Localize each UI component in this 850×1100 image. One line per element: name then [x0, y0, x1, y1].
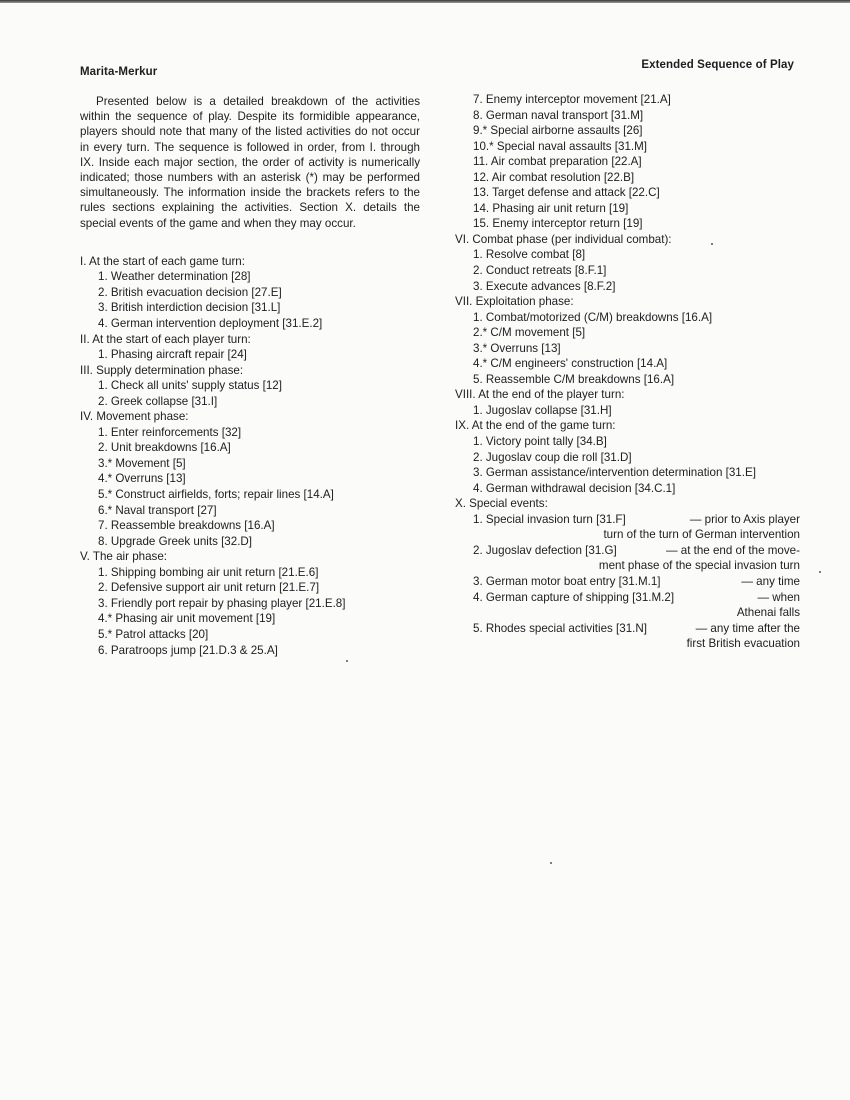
section-title: VI. Combat phase (per individual combat): [455, 232, 672, 246]
section-title: VII. Exploitation phase: [455, 295, 574, 309]
section-v [80, 549, 420, 658]
spacer [80, 231, 420, 254]
section-ii [80, 332, 420, 363]
special-event-label: 3. German motor boat entry [31.M.1] [473, 574, 661, 588]
list-item: 7. Enemy interceptor movement [21.A] [473, 93, 671, 106]
scan-speck [346, 660, 348, 662]
list-item: 1. Enter reinforcements [32] [98, 425, 242, 439]
special-event-item [455, 590, 800, 621]
special-event-timing: — any time after the [695, 621, 800, 635]
section-iv [80, 409, 420, 549]
list-item: 3. Execute advances [8.F.2] [473, 279, 616, 293]
scan-speck [819, 571, 821, 573]
section-ix [455, 418, 800, 496]
special-event-continuation: Athenai falls [736, 606, 800, 620]
section-title: VIII. At the end of the player turn: [455, 388, 625, 402]
header-game-title: Marita-Merkur [80, 66, 158, 78]
list-item: 8. German naval transport [31.M] [473, 108, 644, 122]
list-item: 4.* Phasing air unit movement [19] [98, 612, 276, 626]
special-event-continuation: ment phase of the special invasion turn [598, 559, 800, 573]
list-item: 11. Air combat preparation [22.A] [473, 155, 642, 169]
list-item: 13. Target defense and attack [22.C] [473, 186, 660, 200]
list-item: 4. German intervention deployment [31.E.2] [98, 317, 323, 331]
special-event-item [455, 512, 800, 543]
list-item: 3. Friendly port repair by phasing player [21.E.8] [98, 596, 346, 610]
list-item: 10.* Special naval assaults [31.M] [473, 139, 648, 153]
special-event-item [455, 621, 800, 652]
list-item: 5.* Patrol attacks [20] [98, 627, 209, 641]
page-top-edge [0, 0, 850, 3]
list-item: 14. Phasing air unit return [19] [473, 201, 629, 215]
special-event-timing: — at the end of the move- [665, 543, 800, 557]
list-item: 2. Greek collapse [31.I] [98, 394, 218, 408]
special-event-continuation: first British evacuation [686, 637, 800, 651]
list-item: 1. Check all units' supply status [12] [98, 379, 282, 393]
special-event-label: 4. German capture of shipping [31.M.2] [473, 590, 675, 604]
section-v-continued [455, 92, 800, 232]
list-item: 2. Conduct retreats [8.F.1] [473, 264, 607, 278]
section-title: II. At the start of each player turn: [80, 332, 251, 346]
list-item: 1. Weather determination [28] [98, 270, 251, 284]
list-item: 1. Resolve combat [8] [473, 248, 586, 262]
special-event-label: 1. Special invasion turn [31.F] [473, 512, 626, 526]
section-title: X. Special events: [455, 497, 548, 511]
special-event-timing: — prior to Axis player [689, 512, 800, 526]
section-title: V. The air phase: [80, 550, 168, 564]
special-event-timing: — when [757, 590, 800, 604]
list-item: 1. Combat/motorized (C/M) breakdowns [16.A] [473, 310, 713, 324]
list-item: 4. German withdrawal decision [34.C.1] [473, 481, 676, 495]
list-item: 2. British evacuation decision [27.E] [98, 285, 282, 299]
special-event-item [455, 543, 800, 574]
list-item: 2.* C/M movement [5] [473, 326, 586, 340]
special-event-item [455, 574, 800, 590]
scan-speck [550, 862, 552, 864]
list-item: 3.* Movement [5] [98, 456, 186, 470]
list-item: 3. German assistance/intervention determination [31.E] [473, 466, 756, 480]
special-event-continuation: turn of the turn of German intervention [603, 528, 800, 542]
list-item: 12. Air combat resolution [22.B] [473, 170, 635, 184]
list-item: 7. Reassemble breakdowns [16.A] [98, 519, 275, 533]
list-item: 3. British interdiction decision [31.L] [98, 301, 281, 315]
list-item: 6. Paratroops jump [21.D.3 & 25.A] [98, 643, 278, 657]
section-vii [455, 294, 800, 387]
intro-text: Presented below is a detailed breakdown of the activities within the sequence of play. Despite its formidible appearance, players should note that many of the listed activities do not occur in every turn. The sequence is followed in order, from I. through IX. Inside each major section, the order of activity is numerically indicated; those numbers with an asterisk (*) may be performed simultaneously. The information inside the brackets refers to the rules sections explaining the activities. Section X. details the special events of the game and when they may occur. [80, 95, 420, 230]
list-item: 5.* Construct airfields, forts; repair lines [14.A] [98, 488, 334, 502]
list-item: 3.* Overruns [13] [473, 341, 561, 355]
list-item: 1. Shipping bombing air unit return [21.E.6] [98, 565, 319, 579]
list-item: 6.* Naval transport [27] [98, 503, 217, 517]
section-vi [455, 232, 800, 294]
section-title: I. At the start of each game turn: [80, 254, 245, 268]
list-item: 5. Reassemble C/M breakdowns [16.A] [473, 372, 675, 386]
section-title: III. Supply determination phase: [80, 363, 244, 377]
section-iii [80, 363, 420, 410]
section-viii [455, 387, 800, 418]
special-event-label: 2. Jugoslav defection [31.G] [473, 543, 617, 557]
header-page-title: Extended Sequence of Play [641, 59, 794, 71]
list-item: 1. Phasing aircraft repair [24] [98, 348, 247, 362]
list-item: 8. Upgrade Greek units [32.D] [98, 534, 253, 548]
left-column [80, 94, 420, 658]
list-item: 15. Enemy interceptor return [19] [473, 217, 643, 231]
list-item: 1. Jugoslav collapse [31.H] [473, 403, 612, 417]
intro-paragraph [80, 94, 420, 231]
list-item: 9.* Special airborne assaults [26] [473, 124, 643, 138]
list-item: 4.* C/M engineers' construction [14.A] [473, 357, 668, 371]
right-column [455, 92, 800, 652]
list-item: 2. Jugoslav coup die roll [31.D] [473, 450, 632, 464]
list-item: 2. Defensive support air unit return [21.E.7] [98, 581, 320, 595]
list-item: 4.* Overruns [13] [98, 472, 186, 486]
section-x [455, 496, 800, 651]
list-item: 1. Victory point tally [34.B] [473, 435, 607, 449]
list-item: 2. Unit breakdowns [16.A] [98, 441, 231, 455]
scan-speck [711, 243, 713, 245]
special-event-label: 5. Rhodes special activities [31.N] [473, 621, 647, 635]
section-i [80, 254, 420, 332]
section-title: IX. At the end of the game turn: [455, 419, 616, 433]
section-title: IV. Movement phase: [80, 410, 189, 424]
special-event-timing: — any time [741, 574, 800, 588]
